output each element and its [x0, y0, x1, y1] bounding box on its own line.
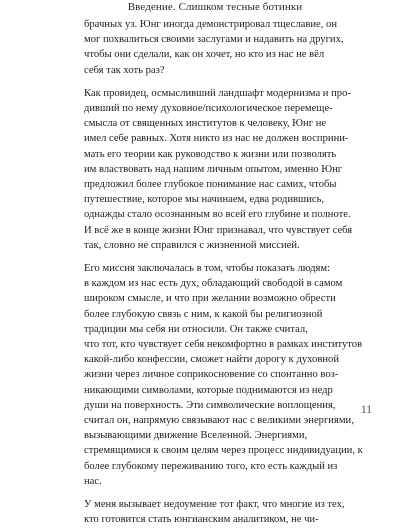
- paragraph-spacer: [84, 78, 346, 86]
- text-line: нас.: [84, 475, 102, 487]
- text-line: смысла от священных институтов к человеку, Юнг не: [84, 118, 327, 130]
- text-line: считал он, напрямую связывают нас с великими энергиями,: [84, 415, 354, 427]
- paragraph-3: [84, 261, 363, 489]
- text-line: что тот, кто чувствует себя некомфортно в рамках институтов: [84, 339, 363, 351]
- text-line: им властвовать над нашим личным опытом, именно Юнг: [84, 163, 343, 175]
- text-line: чтобы они сделали, как он хочет, но кто из нас не вёл: [84, 49, 325, 61]
- text-line: Как провидец, осмысливший ландшафт модернизма и про-: [84, 87, 351, 99]
- text-line: вызывающими движение Вселенной. Энергиями,: [84, 430, 308, 442]
- text-line: более глубокую связь с ним, к какой бы религиозной: [84, 308, 323, 320]
- paragraph-spacer: [84, 489, 346, 497]
- paragraph-1: [84, 17, 346, 78]
- text-line: какой-либо конфессии, сможет найти дорогу к духовной: [84, 354, 339, 366]
- text-line: путешествие, которое мы начинаем, едва родившись,: [84, 194, 325, 206]
- text-line: себя так хоть раз?: [84, 64, 165, 76]
- text-line: кто готовится стать юнгианским аналитиком, не чи-: [84, 514, 319, 526]
- paragraph-spacer: [84, 253, 346, 261]
- text-line: брачных уз. Юнг иногда демонстрировал тщеславие, он: [84, 19, 338, 30]
- paragraph-2: [84, 86, 353, 253]
- text-line: жизни через личное соприкосновение со спонтанно воз-: [84, 369, 339, 381]
- paragraph-4: [84, 497, 346, 527]
- text-line: мог похвалиться своими заслугами и надавить на других,: [84, 34, 344, 46]
- running-header: Введение. Слишком тесные ботинки: [127, 1, 303, 13]
- text-line: дивший по нему духовное/психологическое перемеще-: [84, 103, 333, 115]
- page-number: 11: [360, 404, 372, 416]
- text-line: имел себе равных. Хотя никто из нас не должен восприни-: [84, 133, 349, 145]
- body-text: [84, 17, 363, 528]
- text-line: так, словно не справился с жизненной миссией.: [84, 239, 300, 251]
- text-line: души на поверхность. Эти символические воплощения,: [84, 399, 336, 411]
- text-line: в каждом из нас есть дух, обладающий свободой в самом: [84, 278, 343, 290]
- text-line: мать его теории как руководство к жизни или позволять: [84, 148, 337, 160]
- text-line: И всё же в конце жизни Юнг признавал, что чувствует себя: [84, 224, 353, 236]
- text-line: никающими символами, которые поднимаются из недр: [84, 384, 333, 396]
- text-line: традиции мы себя ни относили. Он также считал,: [84, 323, 308, 335]
- text-line: Его миссия заключалась в том, чтобы показать людям:: [84, 263, 331, 275]
- text-line: предложил более глубокое понимание нас самих, чтобы: [84, 179, 337, 191]
- text-line: У меня вызывает недоумение тот факт, что многие из тех,: [84, 499, 345, 511]
- text-line: более глубокому переживанию того, кто есть каждый из: [84, 460, 338, 472]
- text-line: однажды стало осознанным во всей его глубине и полноте.: [84, 209, 351, 221]
- text-line: стремящимися к своим целям через процесс индивидуации, к: [84, 445, 363, 457]
- text-line: широком смысле, и что при желании возможно обрести: [84, 293, 336, 305]
